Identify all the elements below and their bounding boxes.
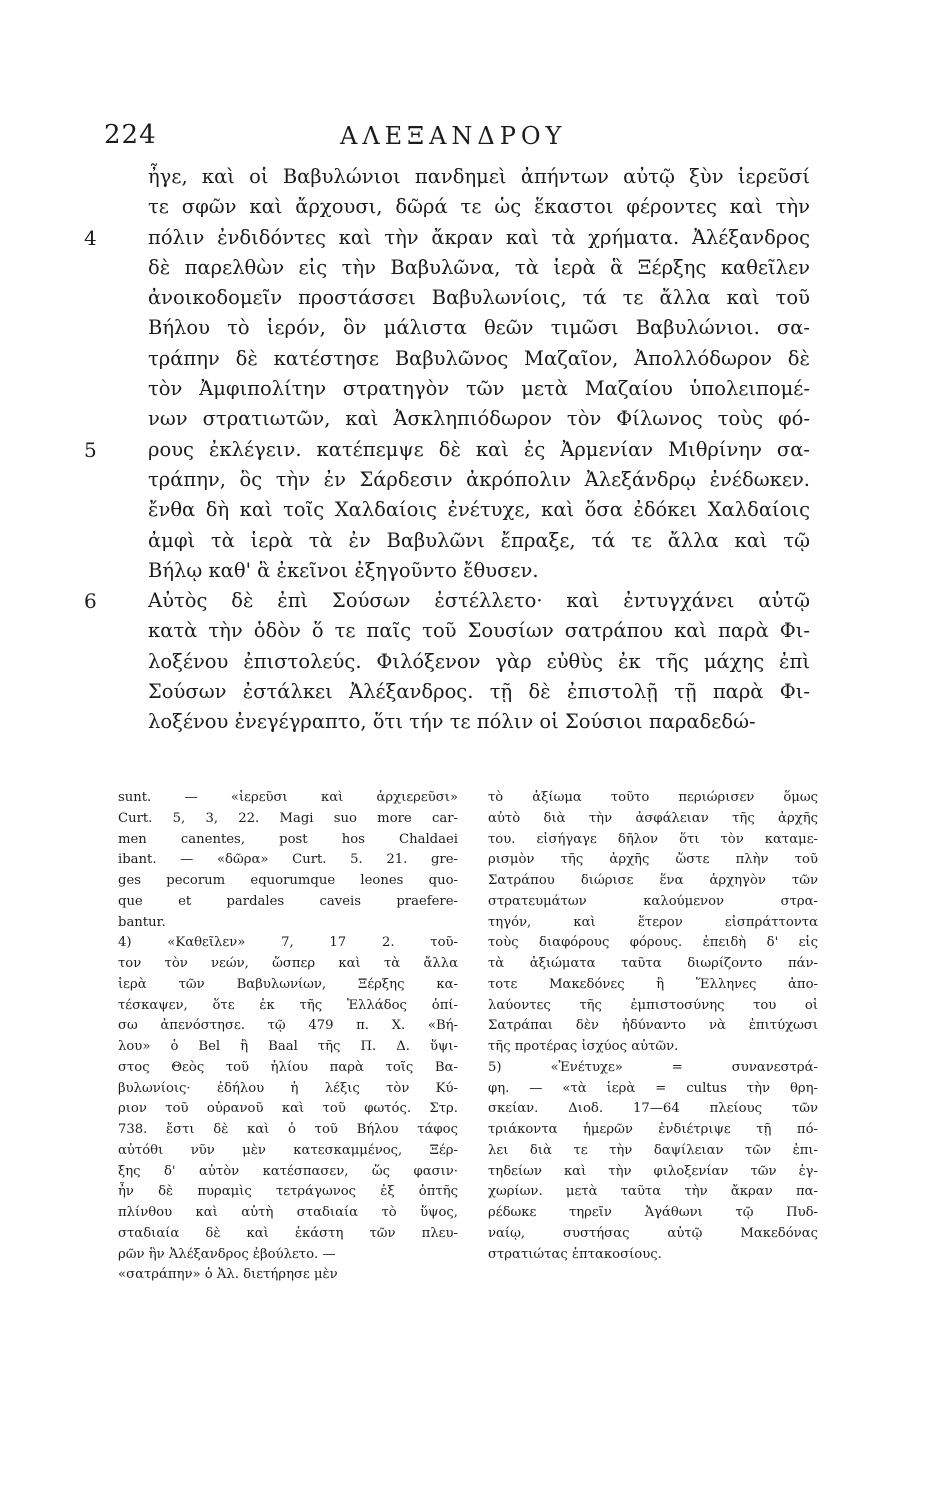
footnote-line: Curt. 5, 3, 22. Magi suo more car-: [118, 810, 458, 826]
footnote-line: στρατιώτας ἑπτακοσίους.: [488, 1246, 662, 1262]
footnote-line: «σατράπην» ὁ Ἀλ. διετήρησε μὲν: [118, 1267, 338, 1283]
footnote-line: σκείαν. Διοδ. 17—64 πλείους τῶν: [488, 1101, 818, 1117]
section-number: 5: [84, 437, 97, 462]
footnote-line: Σατράπαι δὲν ἠδύναντο νὰ ἐπιτύχωσι: [488, 1018, 818, 1034]
footnote-line: Σατράπου διώρισε ἕνα ἀρχηγὸν τῶν: [488, 873, 818, 888]
main-text-line: ρους ἐκλέγειν. κατέπεμψε δὲ καὶ ἐς Ἀρμενίαν Μιθρίνην σα-: [148, 437, 810, 461]
footnote-line: φη. — «τὰ ἱερὰ = cultus τὴν θρη-: [488, 1080, 818, 1096]
footnote-line: τοτε Μακεδόνες ἢ Ἕλληνες ἀπο-: [488, 976, 818, 992]
main-text-line: λοξένου ἐνεγέγραπτο, ὅτι τήν τε πόλιν οἱ Σούσιοι παραδεδώ-: [148, 710, 756, 734]
footnote-line: 5) «Ἐνέτυχε» = συνανεστρά-: [488, 1059, 818, 1075]
main-text-line: ἔνθα δὴ καὶ τοῖς Χαλδαίοις ἐνέτυχε, καὶ ὅσα ἐδόκει Χαλδαίοις: [148, 498, 810, 522]
main-text-line: τὸν Ἀμφιπολίτην στρατηγὸν τῶν μετὰ Μαζαίου ὑπολειπομέ-: [148, 377, 810, 401]
footnote-line: τοὺς διαφόρους φόρους. ἐπειδὴ δ' εἰς: [488, 935, 818, 951]
footnote-line: que et pardales caveis praefere-: [118, 893, 458, 909]
footnote-line: men canentes, post hos Chaldaei: [118, 831, 458, 847]
main-text-line: πόλιν ἐνδιδόντες καὶ τὴν ἄκραν καὶ τὰ χρήματα. Ἀλέξανδρος: [148, 225, 810, 249]
footnote-line: στος Θεὸς τοῦ ἡλίου παρὰ τοῖς Βα-: [118, 1059, 458, 1075]
footnote-line: τηγόν, καὶ ἕτερον εἰσπράττοντα: [488, 914, 818, 930]
footnote-line: λαύοντες τῆς ἐμπιστοσύνης του οἱ: [488, 997, 818, 1013]
main-text-line: δὲ παρελθὼν εἰς τὴν Βαβυλῶνα, τὰ ἱερὰ ἃ Ξέρξης καθεῖλεν: [148, 255, 810, 279]
footnote-line: ναίῳ, συστήσας αὐτῷ Μακεδόνας: [488, 1225, 818, 1241]
footnote-line: bantur.: [118, 914, 166, 930]
footnote-line: αὐτὸ διὰ τὴν ἀσφάλειαν τῆς ἀρχῆς: [488, 810, 818, 826]
footnote-line: σταδιαία δὲ καὶ ἑκάστη τῶν πλευ-: [118, 1225, 458, 1241]
footnote-line: τὸ ἀξίωμα τοῦτο περιώρισεν ὅμως: [488, 790, 818, 805]
footnotes-left-column: [118, 788, 458, 1286]
footnote-line: στρατευμάτων καλούμενον στρα-: [488, 893, 818, 909]
footnote-line: ρισμὸν τῆς ἀρχῆς ὥστε πλὴν τοῦ: [488, 852, 818, 868]
footnote-line: ξης δ' αὐτὸν κατέσπασεν, ὥς φασιν·: [118, 1163, 458, 1179]
main-text-line: τράπην, ὃς τὴν ἐν Σάρδεσιν ἀκρόπολιν Ἀλεξάνδρῳ ἐνέδωκεν.: [148, 467, 810, 491]
footnote-line: του. εἰσήγαγε δῆλον ὅτι τὸν καταμε-: [488, 831, 818, 847]
footnote-line: ibant. — «δῶρα» Curt. 5. 21. gre-: [118, 852, 458, 868]
main-text-line: Αὐτὸς δὲ ἐπὶ Σούσων ἐστέλλετο· καὶ ἐντυγχάνει αὐτῷ: [148, 589, 810, 613]
section-number: 4: [84, 225, 97, 250]
main-text: [148, 162, 810, 738]
footnote-line: ριον τοῦ οὐρανοῦ καὶ τοῦ φωτός. Στρ.: [118, 1101, 458, 1117]
footnote-line: τέσκαψεν, ὅτε ἐκ τῆς Ἑλλάδος ὀπί-: [118, 997, 458, 1013]
footnote-line: αὐτόθι νῦν μὲν κατεσκαμμένος, Ξέρ-: [118, 1142, 458, 1158]
main-text-line: κατὰ τὴν ὁδὸν ὅ τε παῖς τοῦ Σουσίων σατράπου καὶ παρὰ Φι-: [148, 619, 810, 643]
main-text-line: ἦγε, καὶ οἱ Βαβυλώνιοι πανδημεὶ ἀπήντων αὐτῷ ξὺν ἱερεῦσί: [148, 165, 810, 188]
footnote-line: ἦν δὲ πυραμὶς τετράγωνος ἐξ ὀπτῆς: [118, 1184, 458, 1200]
footnote-line: τηδείων καὶ τὴν φιλοξενίαν τῶν ἐγ-: [488, 1163, 818, 1179]
footnote-line: ἱερὰ τῶν Βαβυλωνίων, Ξέρξης κα-: [118, 976, 458, 992]
main-text-line: Βήλου τὸ ἱερόν, ὃν μάλιστα θεῶν τιμῶσι Βαβυλώνιοι. σα-: [148, 316, 810, 340]
footnote-line: σω ἀπενόστησε. τῷ 479 π. Χ. «Βή-: [118, 1018, 458, 1034]
footnote-line: πλίνθου καὶ αὐτὴ σταδιαία τὸ ὕψος,: [118, 1205, 458, 1220]
footnote-line: ges pecorum equorumque leones quo-: [118, 873, 458, 888]
footnote-line: ρῶν ἣν Ἀλέξανδρος ἐβούλετο. —: [118, 1246, 336, 1262]
main-text-line: Βήλῳ καθ' ἃ ἐκεῖνοι ἐξηγοῦντο ἔθυσεν.: [148, 558, 539, 582]
footnote-line: τῆς προτέρας ἰσχύος αὐτῶν.: [488, 1039, 679, 1054]
footnotes-right-column: [488, 788, 818, 1265]
main-text-line: νων στρατιωτῶν, καὶ Ἀσκληπιόδωρον τὸν Φίλωνος τοὺς φό-: [148, 407, 810, 431]
page-number: 224: [104, 120, 157, 150]
section-number: 6: [84, 589, 97, 614]
running-head: ΑΛΕΞΑΝΔΡΟΥ: [340, 122, 567, 150]
footnote-line: τριάκοντα ἡμερῶν ἐνδιέτριψε τῇ πό-: [488, 1122, 818, 1137]
main-text-line: ἀνοικοδομεῖν προστάσσει Βαβυλωνίοις, τά τε ἄλλα καὶ τοῦ: [148, 286, 810, 310]
footnote-line: τον τὸν νεών, ὥσπερ καὶ τὰ ἄλλα: [118, 956, 458, 971]
footnote-line: 738. ἔστι δὲ καὶ ὁ τοῦ Βήλου τάφος: [118, 1122, 458, 1137]
main-text-line: Σούσων ἐστάλκει Ἀλέξανδρος. τῇ δὲ ἐπιστολῇ τῇ παρὰ Φι-: [148, 680, 810, 704]
footnote-line: χωρίων. μετὰ ταῦτα τὴν ἄκραν πα-: [488, 1184, 818, 1200]
footnote-line: λου» ὁ Bel ἢ Baal τῆς Π. Δ. ὕψι-: [118, 1039, 458, 1054]
main-text-line: τράπην δὲ κατέστησε Βαβυλῶνος Μαζαῖον, Ἀπολλόδωρον δὲ: [148, 346, 810, 370]
footnote-line: 4) «Καθεῖλεν» 7, 17 2. τοῦ-: [118, 935, 458, 951]
footnote-line: τὰ ἀξιώματα ταῦτα διωρίζοντο πάν-: [488, 956, 818, 971]
footnote-line: λει διὰ τε τὴν δαψίλειαν τῶν ἐπι-: [488, 1142, 818, 1158]
footnote-line: βυλωνίοις· ἐδήλου ἡ λέξις τὸν Κύ-: [118, 1080, 458, 1096]
main-text-line: τε σφῶν καὶ ἄρχουσι, δῶρά τε ὡς ἕκαστοι φέροντες καὶ τὴν: [148, 195, 810, 219]
footnote-line: ρέδωκε τηρεῖν Ἀγάθωνι τῷ Πυδ-: [488, 1205, 818, 1220]
main-text-line: ἀμφὶ τὰ ἱερὰ τὰ ἐν Βαβυλῶνι ἔπραξε, τά τε ἄλλα καὶ τῷ: [148, 528, 810, 552]
footnote-line: sunt. — «ἱερεῦσι καὶ ἀρχιερεῦσι»: [118, 790, 458, 805]
main-text-line: λοξένου ἐπιστολεύς. Φιλόξενον γὰρ εὐθὺς ἐκ τῆς μάχης ἐπὶ: [148, 649, 810, 673]
